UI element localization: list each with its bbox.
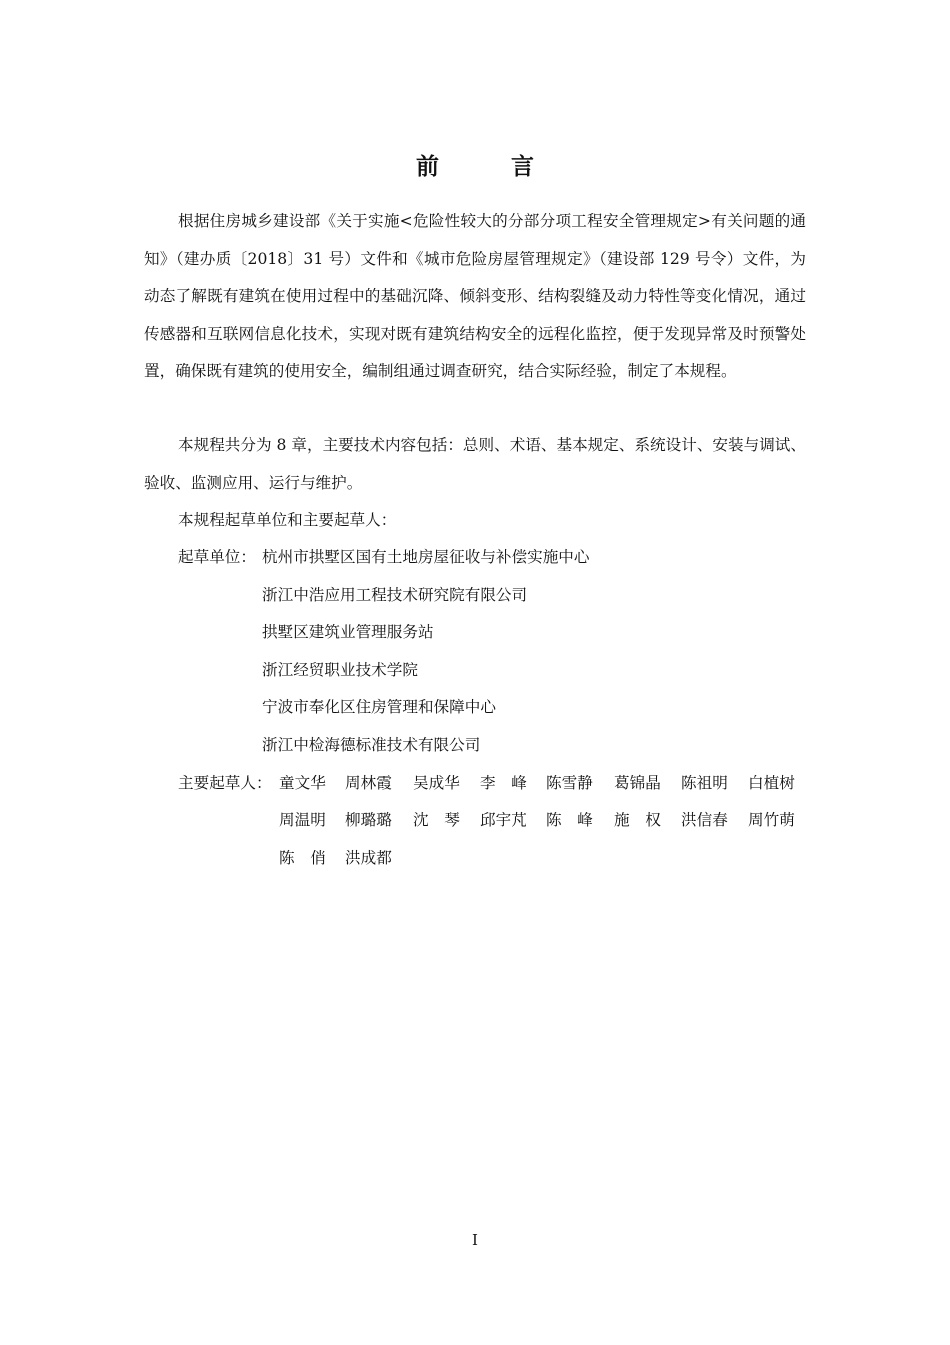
main-drafters-label: 主要起草人：	[178, 774, 272, 792]
drafter-name: 洪信春	[681, 811, 728, 829]
drafters-intro-paragraph: 本规程起草单位和主要起草人：	[178, 511, 397, 529]
drafter-name: 白植树	[748, 774, 795, 792]
intro-paragraph: 根据住房城乡建设部《关于实施<危险性较大的分部分项工程安全管理规定>有关问题的通知》（建办质〔2018〕31 号）文件和《城市危险房屋管理规定》（建设部 129 号令）文件，为动态了解既有建筑在使用过程中的基础沉降、倾斜变形、结构裂缝及动力特性等变化情况，通过传感器和互联网信息化技术，实现对既有建筑结构安全的远程化监控，便于发现异常及时预警处置，确保既有建筑的使用安全，编制组通过调查研究，结合实际经验，制定了本规程。	[144, 212, 806, 380]
drafting-unit: 浙江中浩应用工程技术研究院有限公司	[262, 586, 528, 604]
drafting-unit: 浙江中检海德标准技术有限公司	[262, 736, 481, 754]
drafter-name: 吴成华	[413, 774, 460, 792]
drafter-name: 周温明	[279, 811, 326, 829]
drafting-unit-row-first	[178, 539, 589, 577]
page-title: 前 言	[415, 153, 566, 180]
drafter-name: 陈祖明	[681, 774, 728, 792]
drafter-name: 童文华	[279, 774, 326, 792]
drafter-name: 周林霞	[345, 774, 392, 792]
drafting-unit: 杭州市拱墅区国有土地房屋征收与补偿实施中心	[262, 548, 590, 566]
drafting-unit: 宁波市奉化区住房管理和保障中心	[262, 698, 496, 716]
drafter-name: 李 峰	[480, 774, 527, 792]
page-number: I	[472, 1231, 478, 1249]
drafter-name: 陈 俏	[279, 849, 326, 867]
drafter-name: 施 权	[614, 811, 661, 829]
drafter-name: 柳璐璐	[345, 811, 392, 829]
drafter-name: 陈雪静	[546, 774, 593, 792]
drafter-name: 沈 琴	[413, 811, 460, 829]
content-summary-paragraph: 本规程共分为 8 章，主要技术内容包括：总则、术语、基本规定、系统设计、安装与调试、验收、监测应用、运行与维护。	[144, 436, 806, 492]
drafting-units-label: 起草单位：	[178, 548, 256, 566]
drafting-unit: 拱墅区建筑业管理服务站	[262, 623, 434, 641]
drafter-name: 邱宇芃	[480, 811, 527, 829]
drafting-unit: 浙江经贸职业技术学院	[262, 661, 418, 679]
drafter-name: 周竹萌	[748, 811, 795, 829]
drafter-name: 葛锦晶	[614, 774, 661, 792]
drafter-name: 洪成都	[345, 849, 392, 867]
drafter-name: 陈 峰	[546, 811, 593, 829]
